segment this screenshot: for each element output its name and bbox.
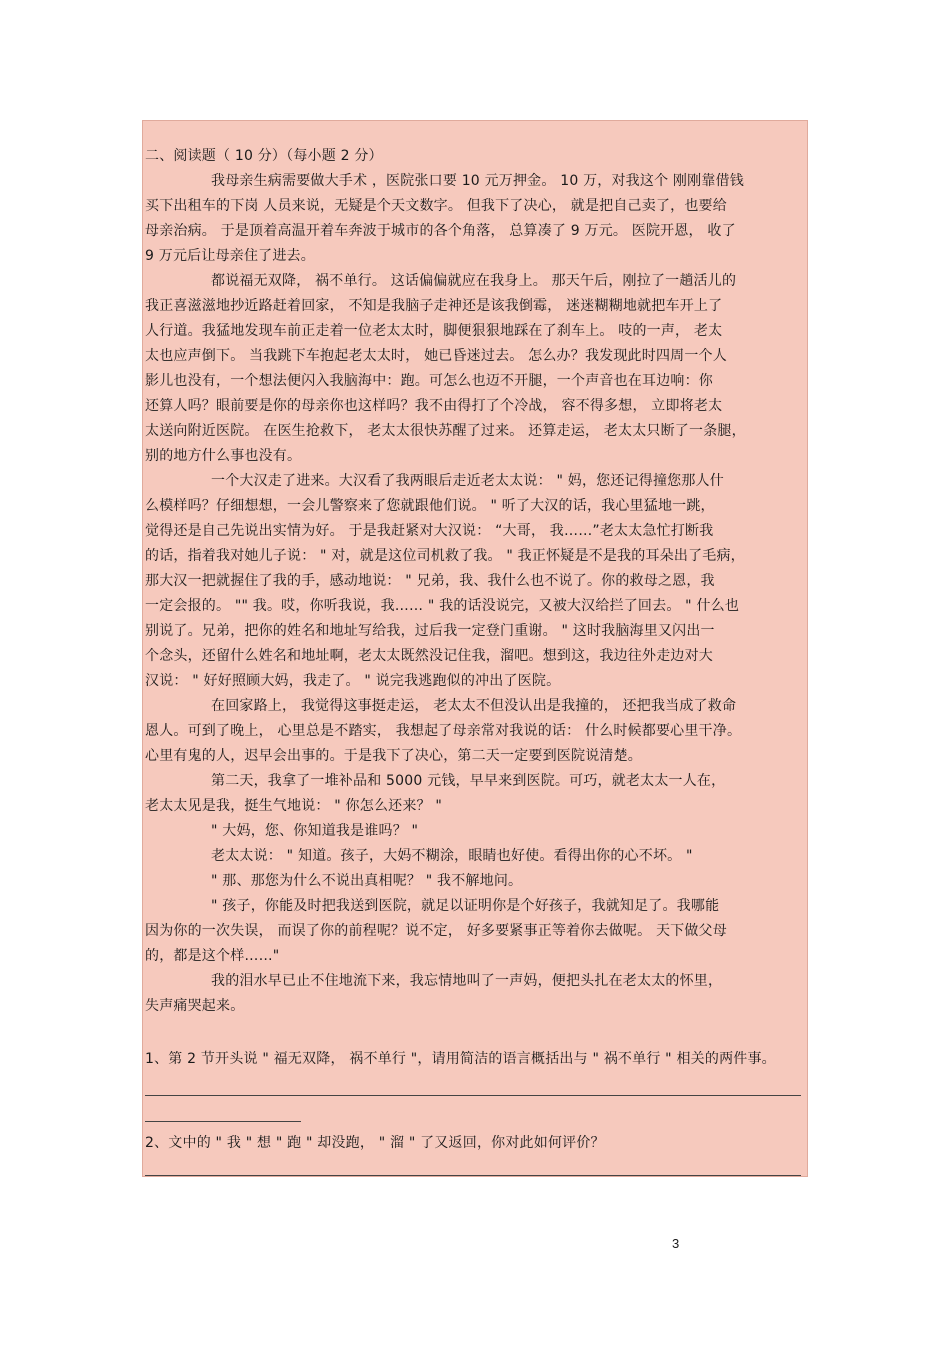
passage-line: 么模样吗？仔细想想，一会儿警察来了您就跟他们说。 " 听了大汉的话，我心里猛地一跳， [145, 498, 715, 514]
passage-line: 我的泪水早已止不住地流下来，我忘情地叫了一声妈，便把头扎在老太太的怀里， [211, 973, 723, 989]
reading-section-box [142, 120, 808, 1177]
answer-line[interactable] [145, 1121, 301, 1122]
passage-line: 母亲治病。 于是顶着高温开着车奔波于城市的各个角落， 总算凑了 9 万元。 医院开恩， 收了 [145, 223, 736, 239]
passage-line: 买下出租车的下岗 人员来说，无疑是个天文数字。 但我下了决心， 就是把自己卖了，也要给 [145, 198, 727, 214]
question-2: 2、文中的 " 我 " 想 " 跑 " 却没跑， " 溜 " 了又返回，你对此如何评价？ [145, 1135, 605, 1151]
passage-line: 失声痛哭起来。 [145, 998, 245, 1014]
answer-line[interactable] [145, 1095, 801, 1096]
passage-line: 一个大汉走了进来。大汉看了我两眼后走近老太太说： " 妈，您还记得撞您那人什 [211, 473, 724, 489]
passage-line: 我正喜滋滋地抄近路赶着回家， 不知是我脑子走神还是该我倒霉， 迷迷糊糊地就把车开上了 [145, 298, 723, 314]
section-title: 二、阅读题（ 10 分）（每小题 2 分） [145, 148, 383, 164]
passage-line: 汉说： " 好好照顾大妈，我走了。 " 说完我逃跑似的冲出了医院。 [145, 673, 561, 689]
passage-line: " 大妈，您、你知道我是谁吗？ " [211, 823, 419, 839]
passage-line: 老太太见是我，挺生气地说： " 你怎么还来？ " [145, 798, 443, 814]
passage-line: " 那、那您为什么不说出真相呢？ " 我不解地问。 [211, 873, 523, 889]
passage-line: 觉得还是自己先说出实情为好。 于是我赶紧对大汉说： “大哥， 我……”老太太急忙打断我 [145, 523, 714, 539]
passage-line: 太送向附近医院。 在医生抢救下， 老太太很快苏醒了过来。 还算走运， 老太太只断了一条腿， [145, 423, 746, 439]
passage-line: 因为你的一次失误， 而误了你的前程呢？说不定， 好多要紧事正等着你去做呢。 天下做父母 [145, 923, 727, 939]
passage-line: 第二天，我拿了一堆补品和 5000 元钱，早早来到医院。可巧，就老太太一人在， [211, 773, 726, 789]
passage-line: 的话，指着我对她儿子说： " 对，就是这位司机救了我。 " 我正怀疑是不是我的耳朵出了毛病， [145, 548, 745, 564]
passage-line: 别的地方什么事也没有。 [145, 448, 302, 464]
passage-line: 还算人吗？眼前要是你的母亲你也这样吗？我不由得打了个冷战， 容不得多想， 立即将老太 [145, 398, 723, 414]
passage-line: 都说福无双降， 祸不单行。 这话偏偏就应在我身上。 那天午后，刚拉了一趟活儿的 [211, 273, 737, 289]
passage-line: 我母亲生病需要做大手术 ，医院张口要 10 元万押金。 10 万，对我这个 刚刚靠借钱 [211, 173, 744, 189]
passage-line: " 孩子，你能及时把我送到医院，就足以证明你是个好孩子，我就知足了。我哪能 [211, 898, 720, 914]
passage-line: 老太太说： " 知道。孩子，大妈不糊涂，眼睛也好使。看得出你的心不坏。 " [211, 848, 693, 864]
passage-line: 9 万元后让母亲住了进去。 [145, 248, 315, 264]
passage-line: 个念头，还留什么姓名和地址啊，老太太既然没记住我，溜吧。想到这，我边往外走边对大 [145, 648, 713, 664]
question-1: 1、第 2 节开头说 " 福无双降， 祸不单行 "，请用简洁的语言概括出与 " 祸不单行 " 相关的两件事。 [145, 1051, 776, 1067]
passage-line: 别说了。兄弟，把你的姓名和地址写给我，过后我一定登门重谢。 " 这时我脑海里又闪出一 [145, 623, 715, 639]
passage-line: 人行道。我猛地发现车前正走着一位老太太时，脚便狠狠地踩在了刹车上。 吱的一声， 老太 [145, 323, 723, 339]
answer-line[interactable] [145, 1175, 801, 1176]
passage-line: 心里有鬼的人，迟早会出事的。于是我下了决心，第二天一定要到医院说清楚。 [145, 748, 642, 764]
passage-line: 恩人。可到了晚上， 心里总是不踏实， 我想起了母亲常对我说的话： 什么时候都要心里干净。 [145, 723, 742, 739]
passage-line: 影儿也没有，一个想法便闪入我脑海中：跑。可怎么也迈不开腿，一个声音也在耳边响：你 [145, 373, 713, 389]
passage-line: 太也应声倒下。 当我跳下车抱起老太太时， 她已昏迷过去。 怎么办？我发现此时四周一个人 [145, 348, 727, 364]
passage-line: 一定会报的。 "" 我。哎，你听我说，我…… " 我的话没说完，又被大汉给拦了回去。 " 什么也 [145, 598, 740, 614]
passage-line: 在回家路上， 我觉得这事挺走运， 老太太不但没认出是我撞的， 还把我当成了救命 [211, 698, 737, 714]
page-number: 3 [672, 1236, 680, 1251]
passage-line: 那大汉一把就握住了我的手，感动地说： " 兄弟，我、我什么也不说了。你的救母之恩，我 [145, 573, 715, 589]
passage-line: 的，都是这个样……" [145, 948, 280, 964]
